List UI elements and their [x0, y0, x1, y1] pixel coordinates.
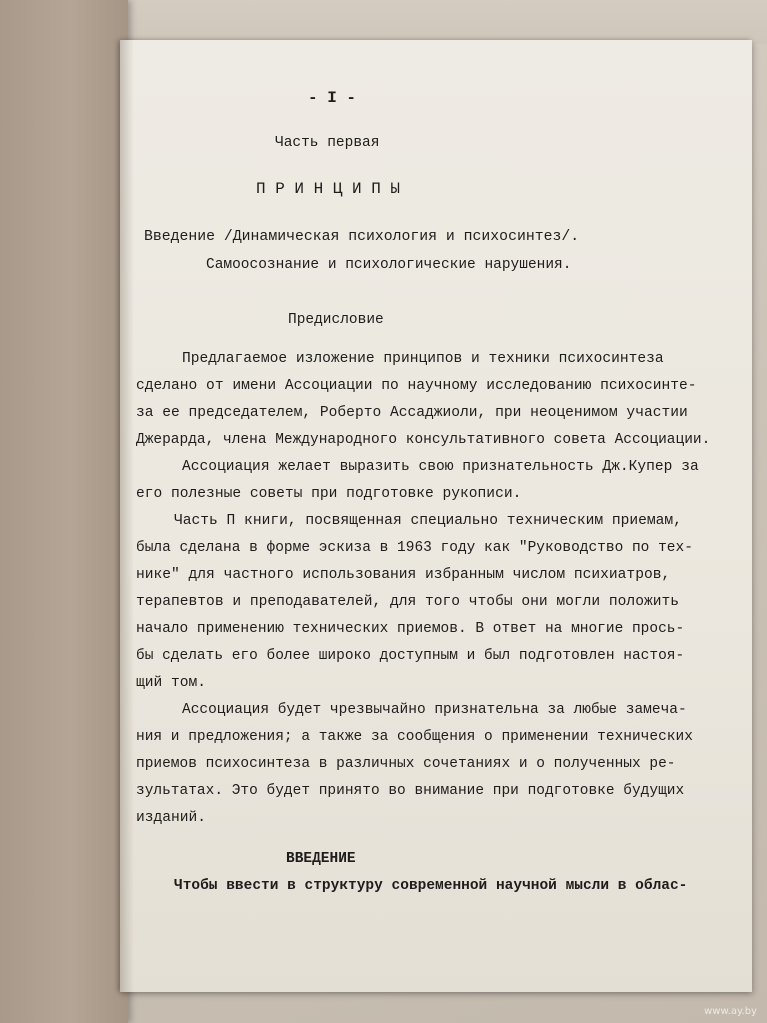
preface-line: зультатах. Это будет принято во внимание при подготовке будущих	[136, 783, 685, 799]
preface-line: Часть П книги, посвященная специально техническим приемам,	[174, 513, 682, 529]
preface-line: начало применению технических приемов. В ответ на многие прось-	[136, 621, 685, 637]
preface-title: Предисловие	[288, 312, 384, 328]
preface-line: Джерарда, члена Международного консультативного совета Ассоциации.	[136, 432, 711, 448]
book-cover-edge	[0, 0, 128, 1023]
section-title: П Р И Н Ц И П Ы	[256, 180, 401, 198]
preface-line: за ее председателем, Роберто Ассаджиоли, при неоценимом участии	[136, 405, 688, 421]
preface-line: бы сделать его более широко доступным и был подготовлен настоя-	[136, 648, 685, 664]
top-cover-strip	[50, 0, 767, 44]
page-binding-shadow	[120, 40, 134, 992]
preface-line: Ассоциация будет чрезвычайно признательна за любые замеча-	[182, 702, 687, 718]
document-page	[120, 40, 752, 992]
preface-line: изданий.	[136, 810, 207, 826]
preface-line: нике" для частного использования избранным числом психиатров,	[136, 567, 671, 583]
preface-line: сделано от имени Ассоциации по научному исследованию психосинте-	[136, 378, 697, 394]
preface-line: щий том.	[136, 675, 207, 691]
introduction-heading: ВВЕДЕНИЕ	[286, 851, 356, 867]
preface-line: терапевтов и преподавателей, для того чтобы они могли положить	[136, 594, 679, 610]
preface-line: Ассоциация желает выразить свою признательность Дж.Купер за	[182, 459, 699, 475]
preface-line: его полезные советы при подготовке рукописи.	[136, 486, 522, 502]
preface-line: приемов психосинтеза в различных сочетаниях и о полученных ре-	[136, 756, 676, 772]
preface-line: Предлагаемое изложение принципов и техники психосинтеза	[182, 351, 664, 367]
intro-subtitle-line-2: Самоосознание и психологические нарушения.	[206, 257, 572, 273]
preface-line: была сделана в форме эскиза в 1963 году как "Руководство по тех-	[136, 540, 693, 556]
page-number: - I -	[308, 89, 357, 107]
part-title: Часть первая	[275, 135, 380, 151]
introduction-first-line: Чтобы ввести в структуру современной научной мысли в облас-	[174, 878, 688, 894]
preface-line: ния и предложения; а также за сообщения о применении технических	[136, 729, 693, 745]
intro-subtitle-line-1: Введение /Динамическая психология и психосинтез/.	[144, 229, 580, 245]
watermark-text: www.ay.by	[704, 1006, 757, 1017]
